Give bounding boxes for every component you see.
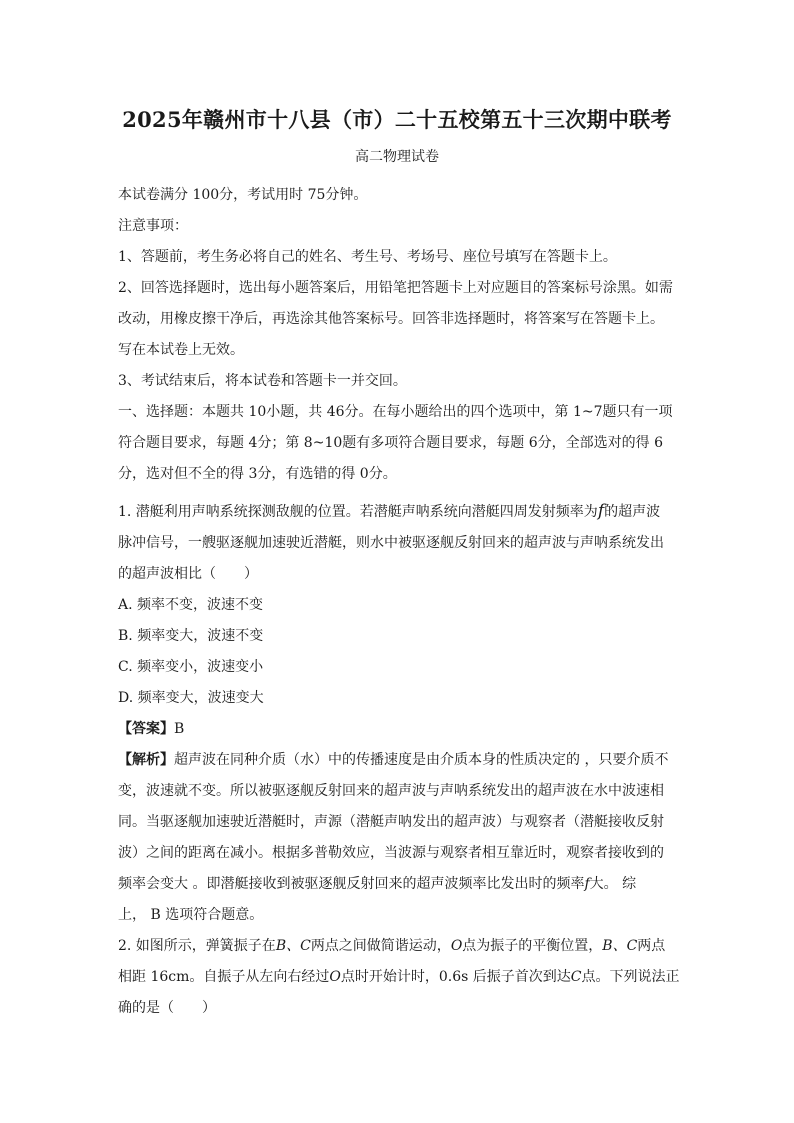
question-1-answer [118,714,676,745]
analysis-line: 同。当驱逐舰加速驶近潜艇时，声源（潜艇声呐发出的超声波）与观察者（潜艇接收反射 [118,814,664,830]
question-2-stem [118,931,676,962]
section-heading-line: 分，选对但不全的得 3分，有选错的得 0分。 [118,466,397,482]
exam-title: 2025年赣州市十八县（市）二十五校第五十三次期中联考 [122,107,672,132]
question-1-option-b: B. 频率变大，波速不变 [118,628,264,644]
analysis-line [118,869,676,900]
analysis-text: 频率会变大 。即潜艇接收到被驱逐舰反射回来的超声波频率比发出时的频率 [118,876,585,892]
question-1-stem [118,496,676,528]
analysis-text: 大。 综 [589,876,637,892]
note-line: 改动，用橡皮擦干净后，再选涂其他答案标号。回答非选择题时，将答案写在答题卡上。 [118,311,664,327]
analysis-line: 上， B 选项符合题意。 [118,907,264,923]
question-2-text: 点时开始计时，0.6s 后振子首次到达 [340,969,571,985]
question-1-stem-line: 脉冲信号，一艘驱逐舰加速驶近潜艇，则水中被驱逐舰反射回来的超声波与声呐系统发出 [118,535,664,551]
score-line: 本试卷满分 100分，考试用时 75分钟。 [118,187,368,203]
question-2-text: 点。下列说法正 [581,969,680,985]
question-1-option-d: D. 频率变大，波速变大 [118,690,264,706]
frequency-symbol: f [584,876,590,892]
frequency-symbol: f [597,501,605,521]
question-2-stem-line [118,962,680,993]
question-2-text: 相距 16cm。自振子从左向右经过 [118,969,330,985]
question-2-text: 2. 如图所示，弹簧振子在 [118,938,276,954]
point-label: O [329,969,341,985]
note-line: 1、答题前，考生务必将自己的姓名、考生号、考场号、座位号填写在答题卡上。 [118,249,617,265]
note-line: 写在本试卷上无效。 [118,342,244,358]
exam-subtitle: 高二物理试卷 [355,149,439,165]
point-label: B、C [275,938,311,954]
analysis-line: 波）之间的距离在减小。根据多普勒效应，当波源与观察者相互靠近时，观察者接收到的 [118,845,664,861]
question-1-option-a: A. 频率不变，波速不变 [118,597,264,613]
answer-label: 【答案】 [118,721,174,737]
question-2-text: 两点 [637,938,666,954]
analysis-line: 变，波速就不变。所以被驱逐舰反射回来的超声波与声呐系统发出的超声波在水中波速相 [118,783,664,799]
note-line: 2、回答选择题时，选出每小题答案后，用铅笔把答题卡上对应题目的答案标号涂黑。如需 [118,280,673,296]
question-1-stem-text: 的超声波 [604,504,661,520]
analysis-label: 【解析】 [118,752,174,768]
section-heading-line: 符合题目要求，每题 4分；第 8~10题有多项符合题目要求，每题 6分，全部选对的得 6 [118,435,663,451]
question-1-analysis [118,745,676,776]
answer-value: B [174,721,185,737]
question-2-text: 点为振子的平衡位置， [462,938,603,954]
question-1-stem-line: 的超声波相比（ ） [118,566,258,582]
question-1-option-c: C. 频率变小，波速变小 [118,659,264,675]
point-label: B、C [602,938,638,954]
question-2-stem-line: 确的是（ ） [118,1000,216,1016]
section-heading-line: 一、选择题：本题共 10小题，共 46分。在每小题给出的四个选项中，第 1~7题只有一项 [118,404,673,420]
question-2-text: 两点之间做简谐运动， [310,938,451,954]
analysis-text: 超声波在同种介质（水）中的传播速度是由介质本身的性质决定的 ，只要介质不 [174,752,669,768]
point-label: C [570,969,582,985]
point-label: O [450,938,463,954]
question-1-stem-text: 1. 潜艇利用声呐系统探测敌舰的位置。若潜艇声呐系统向潜艇四周发射频率为 [118,504,598,520]
notes-heading: 注意事项： [118,218,188,234]
note-line: 3、考试结束后，将本试卷和答题卡一并交回。 [118,373,407,389]
